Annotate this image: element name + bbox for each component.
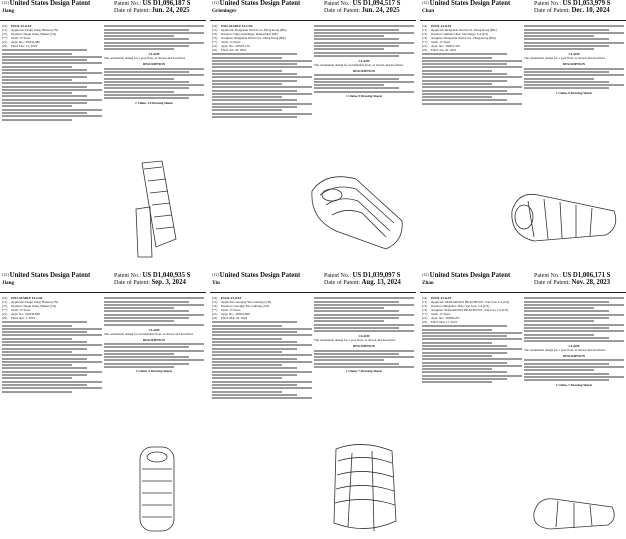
- country-title: $^{(12)}$United States Design Patent: [2, 272, 91, 279]
- bib-field: (21) Appl. No.: 29/932,480: [2, 40, 40, 44]
- patent-number: Patent No.: US D1,094,517 S: [324, 0, 401, 7]
- bibliographic-column: [212, 24, 312, 119]
- bib-field: (21) Appl. No.: 29/882,257: [422, 316, 460, 320]
- bibliographic-column: [2, 24, 102, 122]
- abstract-column: [314, 24, 414, 99]
- patent-page-jiang-1: [0, 0, 206, 266]
- inventor-name: Grieninger: [212, 8, 237, 14]
- country-title: $^{(12)}$United States Design Patent: [212, 272, 301, 279]
- pool-float-drawing: [530, 489, 620, 535]
- bib-field: (73) Assignee: MAKAROWS HEALTH INC, San Jose, CA (US): [422, 308, 509, 312]
- claim-text: The ornamental design for a pool float, as shown and described.: [314, 338, 396, 343]
- bib-field: (21) Appl. No.: 29/938,669: [2, 312, 40, 316]
- claim-text: The ornamental design for an inflatable float, as shown and described.: [104, 331, 194, 336]
- bib-field: (**) Term: 15 Years: [212, 40, 241, 44]
- bib-field: (71) Applicant: Guoqing Yin, Guilong (CN): [212, 300, 272, 304]
- bib-field: (73) Assignee: Ridgeside World Ltd., Hong Kong (HK): [212, 36, 286, 40]
- patent-header: [0, 0, 206, 21]
- sheets-count: 1 Claim, 14 Drawing Sheets: [135, 100, 173, 105]
- bib-field: (**) Term: 15 Years: [212, 308, 241, 312]
- bibliographic-column: [422, 24, 522, 106]
- description-heading: DESCRIPTION: [352, 344, 376, 349]
- bib-field: (71) Applicant: Dequi Jiang, Hunan (CN): [2, 300, 59, 304]
- patent-header: [420, 0, 626, 21]
- description-heading: DESCRIPTION: [562, 354, 586, 359]
- patent-date: Date of Patent: Jun. 24, 2025: [324, 7, 400, 14]
- claim-heading: CLAIM: [358, 58, 370, 63]
- claim-heading: CLAIM: [568, 344, 580, 349]
- patent-date: Date of Patent: Aug. 13, 2024: [324, 279, 401, 286]
- claim-heading: CLAIM: [148, 52, 160, 57]
- bib-field: (22) Filed: Jan. 30, 2023: [212, 48, 247, 52]
- patent-header: [210, 272, 416, 293]
- bib-field: (54) INFLATABLE FLOAT: [212, 24, 253, 28]
- claim-text: The ornamental design for a pool float, as shown and described.: [524, 348, 606, 353]
- bib-field: (54) POOL FLOAT: [2, 24, 32, 28]
- bib-field: (72) Inventor: Dequi Jiang, Hunan (CN): [2, 32, 57, 36]
- inventor-name: Jiang: [2, 280, 15, 286]
- bib-field: (21) Appl. No.: 29/819,320: [422, 44, 460, 48]
- abstract-column: [524, 296, 624, 388]
- bib-field: (54) POOL FLOAT: [212, 296, 242, 300]
- inflatable-float-drawing: [120, 443, 192, 535]
- patent-date: Date of Patent: Jun. 24, 2025: [114, 7, 190, 14]
- bib-field: (54) INFLATABLE FLOAT: [2, 296, 43, 300]
- abstract-column: [314, 296, 414, 374]
- bib-field: (22) Filed: Dec. 15, 2023: [2, 44, 38, 48]
- bibliographic-column: [212, 296, 312, 400]
- pool-float-drawing: [322, 441, 408, 537]
- description-heading: DESCRIPTION: [562, 62, 586, 67]
- claim-heading: CLAIM: [148, 327, 160, 332]
- sheets-count: 1 Claim, 8 Drawing Sheets: [555, 90, 593, 95]
- patent-page-yin: [210, 272, 416, 538]
- patent-number: Patent No.: US D1,096,187 S: [114, 0, 191, 7]
- country-title: $^{(12)}$United States Design Patent: [422, 0, 511, 7]
- patent-number: Patent No.: US D1,039,097 S: [324, 272, 401, 279]
- bib-field: (54) POOL FLOAT: [422, 24, 452, 28]
- patent-header: [0, 272, 206, 293]
- bibliographic-column: [422, 296, 522, 385]
- patent-number: Patent No.: US D1,053,979 S: [534, 0, 611, 7]
- bib-field: (72) Inventor: Olga Grieninger, Duesseldorf (DE): [212, 32, 279, 36]
- country-title: $^{(12)}$United States Design Patent: [2, 0, 91, 7]
- bib-field: (71) Applicant: Ridgeside World Ltd., Hong Kong (HK): [212, 28, 287, 32]
- claim-text: The ornamental design for a pool float, as shown and described.: [524, 56, 606, 61]
- patent-header: [210, 0, 416, 21]
- bib-field: (71) Applicant: MAKAROWS HEALTH INC, San Jose, CA (US): [422, 300, 510, 304]
- sheets-count: 1 Claim, 7 Drawing Sheets: [345, 369, 383, 374]
- inflatable-float-drawing: [306, 161, 410, 261]
- bib-field: (54) POOL FLOAT: [422, 296, 452, 300]
- patent-header: [420, 272, 626, 293]
- claim-text: The ornamental design for a pool float, as shown and described.: [104, 56, 186, 61]
- bib-field: (71) Applicant: Ridgeside World Ltd., Hong Kong (HK): [422, 28, 497, 32]
- patent-page-chan: [420, 0, 626, 266]
- sheets-count: 1 Claim, 8 Drawing Sheets: [345, 94, 383, 99]
- description-heading: DESCRIPTION: [142, 337, 166, 342]
- bib-field: (73) Assignee: Ridgeside World Ltd., Hong Kong (HK): [422, 36, 496, 40]
- patent-page-zhao: [420, 272, 626, 538]
- bib-field: (22) Filed: Apr. 1, 2024: [2, 316, 35, 320]
- sheets-count: 1 Claim, 9 Drawing Sheets: [135, 369, 173, 374]
- claim-heading: CLAIM: [568, 52, 580, 57]
- patent-date: Date of Patent: Dec. 10, 2024: [534, 7, 610, 14]
- patent-number: Patent No.: US D1,006,171 S: [534, 272, 611, 279]
- bibliographic-column: [2, 296, 102, 394]
- abstract-column: [104, 296, 204, 374]
- inventor-name: Yin: [212, 280, 220, 286]
- patent-date: Date of Patent: Nov. 28, 2023: [534, 279, 611, 286]
- inventor-name: Jiang: [2, 8, 15, 14]
- sheets-count: 1 Claim, 7 Drawing Sheets: [555, 382, 593, 387]
- bib-field: (72) Inventor: Dequi Jiang, Hunan (CN): [2, 304, 57, 308]
- description-heading: DESCRIPTION: [352, 68, 376, 73]
- bib-field: (21) Appl. No.: 29/925,139: [212, 44, 250, 48]
- bib-field: (72) Inventor: Guoqing Yin, Guilong (CN): [212, 304, 270, 308]
- inventor-name: Chan: [422, 8, 435, 14]
- bib-field: (72) Inventor: Quinah Chan, San Diego, CA (US): [422, 32, 489, 36]
- patent-page-grieninger: [210, 0, 416, 266]
- bib-field: (71) Applicant: Dequi Jiang, Hunan (CN): [2, 28, 59, 32]
- abstract-column: [524, 24, 624, 96]
- bib-field: (21) Appl. No.: 29/910,808: [212, 312, 250, 316]
- inventor-name: Zhao: [422, 280, 434, 286]
- patent-number: Patent No.: US D1,040,935 S: [114, 272, 191, 279]
- bib-field: (**) Term: 15 Years: [422, 40, 451, 44]
- abstract-column: [104, 24, 204, 106]
- country-title: $^{(12)}$United States Design Patent: [422, 272, 511, 279]
- patent-page-jiang-2: [0, 272, 206, 538]
- bib-field: (**) Term: 15 Years: [2, 308, 31, 312]
- bib-field: (**) Term: 15 Years: [422, 312, 451, 316]
- bib-field: (72) Inventor: Mingzhao Zhao, San Jose, CA (US): [422, 304, 490, 308]
- claim-text: The ornamental design for an inflatable float, as shown and described.: [314, 62, 404, 67]
- pool-float-drawing: [504, 171, 622, 261]
- bib-field: (**) Term: 15 Years: [2, 36, 31, 40]
- bib-field: (22) Filed: Mar. 18, 2024: [212, 316, 248, 320]
- description-heading: DESCRIPTION: [142, 62, 166, 67]
- bib-field: (22) Filed: May 17, 2023: [422, 320, 458, 324]
- patent-date: Date of Patent: Sep. 3, 2024: [114, 279, 186, 286]
- pool-float-drawing: [112, 159, 198, 259]
- country-title: $^{(12)}$United States Design Patent: [212, 0, 301, 7]
- bib-field: (22) Filed: Jan. 20, 2022: [422, 48, 457, 52]
- claim-heading: CLAIM: [358, 334, 370, 339]
